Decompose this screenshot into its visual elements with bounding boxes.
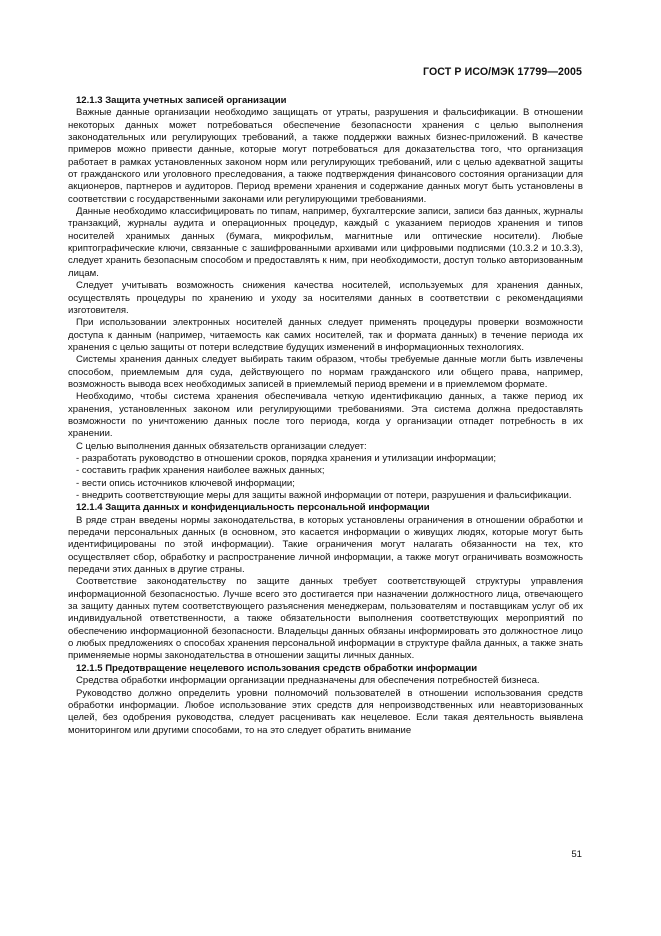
document-body xyxy=(68,95,583,737)
paragraph: Данные необходимо классифицировать по типам, например, бухгалтерские записи, записи баз данных, журналы транзакций, журналы аудита и операционных процедур, каждый с указанием периодов хранения и типов носителей хранимых данных (бумага, микрофильм, магнитные или оптические носители). Любые криптографические ключи, связанные с зашифрованными архивами или цифровыми подписями (10.3.2 и 10.3.3), следует хранить безопасным способом и предоставлять к ним, при необходимости, доступ только авторизованным лицам. xyxy=(68,206,583,279)
page-number: 51 xyxy=(571,849,582,860)
paragraph: При использовании электронных носителей данных следует применять процедуры проверки возможности доступа к данным (например, читаемость как самих носителей, так и формата данных) в течение периода их хранения с целью защиты от потери вследствие будущих изменений в информационных технологиях. xyxy=(68,317,583,353)
paragraph: Необходимо, чтобы система хранения обеспечивала четкую идентификацию данных, а также период их хранения, установленных законом или регулирующими требованиями. Эта система должна предоставлять возможности по уничтожению данных после того периода, когда у организации отпадет потребность в их хранении. xyxy=(68,391,583,440)
document-code-header: ГОСТ Р ИСО/МЭК 17799—2005 xyxy=(423,66,582,78)
paragraph: Средства обработки информации организации предназначены для обеспечения потребностей бизнеса. xyxy=(76,675,540,687)
paragraph: Следует учитывать возможность снижения качества носителей, используемых для хранения данных, осуществлять процедуры по хранению и уходу за носителями данных в соответствии с рекомендациями изготовителя. xyxy=(68,280,583,316)
section-heading-12-1-5: 12.1.5 Предотвращение нецелевого использования средств обработки информации xyxy=(76,662,478,674)
paragraph: В ряде стран введены нормы законодательства, в которых установлены ограничения в отношении обработки и передачи персональных данных (в основном, это касается информации о живущих людях, которые могут быть идентифицированы по этой информации). Такие ограничения могут налагать обязанности на тех, кто осуществляет сбор, обработку и распространение личной информации, а также могут ограничивать возможность передачи этих данных в другие страны. xyxy=(68,514,583,576)
paragraph: Системы хранения данных следует выбирать таким образом, чтобы требуемые данные могли быть извлечены способом, приемлемым для суда, действующего по нормам гражданского или общего права, например, возможность вывода всех необходимых записей в приемлемый период времени и в приемлемом формате. xyxy=(68,354,583,390)
list-item: - составить график хранения наиболее важных данных; xyxy=(76,465,325,477)
list-item: - разработать руководство в отношении сроков, порядка хранения и утилизации информации; xyxy=(76,452,496,464)
list-item: - вести опись источников ключевой информации; xyxy=(76,477,295,489)
paragraph: С целью выполнения данных обязательств организации следует: xyxy=(76,440,367,452)
paragraph: Соответствие законодательству по защите данных требует соответствующей структуры управления информационной безопасностью. Лучше всего это достигается при назначении должностного лица, отвечающего за защиту данных путем соответствующего разъяснения менеджерам, пользователям и поставщикам услуг об их индивидуальной ответственности, а также обязательности выполнения соответствующих мероприятий по обеспечению информационной безопасности. Владельцы данных обязаны информировать это должностное лицо о любых предложениях о способах хранения персональной информации в структуре файла данных, а также знать применяемые нормы законодательства в отношении защиты личных данных. xyxy=(68,576,583,662)
section-heading-12-1-3: 12.1.3 Защита учетных записей организации xyxy=(76,95,287,106)
list-item: - внедрить соответствующие меры для защиты важной информации от потери, разрушения и фальсификации. xyxy=(76,490,572,501)
section-heading-12-1-4: 12.1.4 Защита данных и конфиденциальность персональной информации xyxy=(76,502,430,514)
paragraph: Руководство должно определить уровни полномочий пользователей в отношении использования средств обработки информации. Любое использование этих средств для непроизводственных или неавторизованных целей, без одобрения руководства, следует расценивать как нецелевое. Если такая деятельность выявлена мониторингом или другими способами, то на это следует обратить внимание xyxy=(68,687,583,736)
paragraph: Важные данные организации необходимо защищать от утраты, разрушения и фальсификации. В отношении некоторых данных может потребоваться обеспечение безопасности хранения с целью выполнения законодательных или регулирующих требований, а также поддержки важных бизнес-приложений. В качестве примеров можно привести данные, которые могут потребоваться для доказательства того, что организация работает в рамках установленных законом норм или регулирующих требований, или с целью адекватной защиты от гражданского или уголовного преследования, а также подтверждения финансового состояния организации для акционеров, партнеров и аудиторов. Период времени хранения и содержание данных могут быть установлены в соответствии с государственными законами или регулирующими требованиями. xyxy=(68,107,583,205)
